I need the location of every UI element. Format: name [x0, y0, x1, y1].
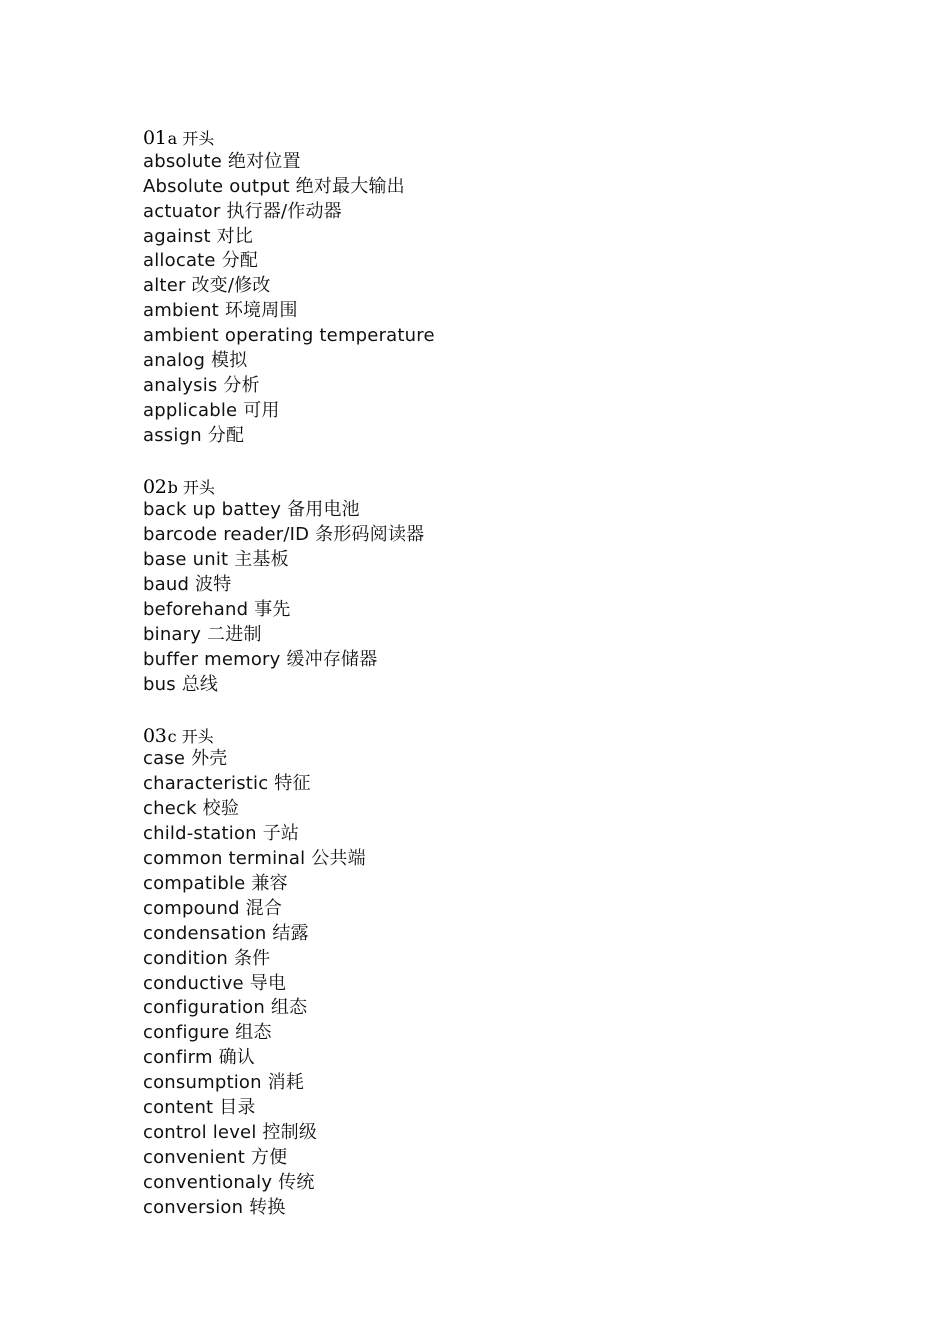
section-title: a 开头 [167, 129, 215, 148]
glossary-entry: check 校验 [143, 798, 240, 820]
glossary-entry: case 外壳 [143, 748, 228, 770]
glossary-entry: back up battey 备用电池 [143, 499, 360, 521]
glossary-entry: actuator 执行器/作动器 [143, 200, 342, 222]
glossary-entry: content 目录 [143, 1096, 256, 1118]
section-heading [143, 125, 903, 150]
glossary-entry: condensation 结露 [143, 922, 309, 944]
section-number: 03 [143, 724, 167, 747]
glossary-entry: absolute 绝对位置 [143, 150, 301, 172]
glossary-entry: ambient 环境周围 [143, 300, 298, 322]
glossary-entry: confirm 确认 [143, 1047, 255, 1069]
glossary-entry: beforehand 事先 [143, 599, 291, 621]
glossary-entry: alter 改变/修改 [143, 275, 271, 297]
glossary-entry: bus 总线 [143, 673, 219, 695]
glossary-entry: conventionaly 传统 [143, 1171, 315, 1193]
glossary-entry: conversion 转换 [143, 1196, 286, 1218]
section-title: c 开头 [167, 726, 214, 746]
section-title: b 开头 [167, 477, 215, 497]
document-page [143, 125, 903, 1220]
section-heading [143, 723, 903, 748]
glossary-entry: applicable 可用 [143, 399, 280, 421]
section-c [143, 723, 903, 1221]
glossary-entry: ambient operating temperature [143, 325, 435, 347]
glossary-entry: child-station 子站 [143, 823, 300, 845]
glossary-entry: analog 模拟 [143, 350, 248, 372]
glossary-entry: compound 混合 [143, 897, 283, 919]
glossary-entry: baud 波特 [143, 574, 232, 596]
glossary-entry: Absolute output 绝对最大输出 [143, 175, 405, 197]
glossary-entry: configuration 组态 [143, 997, 308, 1019]
glossary-entry: control level 控制级 [143, 1121, 318, 1143]
glossary-entry: compatible 兼容 [143, 872, 288, 894]
glossary-entry: binary 二进制 [143, 623, 262, 645]
section-a [143, 125, 903, 449]
section-heading [143, 474, 903, 499]
section-b [143, 474, 903, 698]
glossary-entry: characteristic 特征 [143, 773, 311, 795]
section-number: 02 [143, 475, 167, 498]
glossary-entry: buffer memory 缓冲存储器 [143, 648, 378, 670]
glossary-entry: base unit 主基板 [143, 549, 289, 571]
glossary-entry: barcode reader/ID 条形码阅读器 [143, 524, 425, 546]
glossary-entry: condition 条件 [143, 947, 271, 969]
glossary-entry: configure 组态 [143, 1022, 272, 1044]
glossary-entry: convenient 方便 [143, 1146, 288, 1168]
glossary-entry: allocate 分配 [143, 250, 259, 272]
glossary-entry: conductive 导电 [143, 972, 287, 994]
glossary-entry: against 对比 [143, 225, 254, 247]
glossary-entry: assign 分配 [143, 424, 245, 446]
glossary-entry: common terminal 公共端 [143, 848, 366, 870]
section-number: 01 [143, 127, 167, 149]
glossary-entry: consumption 消耗 [143, 1072, 305, 1094]
glossary-entry: analysis 分析 [143, 374, 260, 396]
